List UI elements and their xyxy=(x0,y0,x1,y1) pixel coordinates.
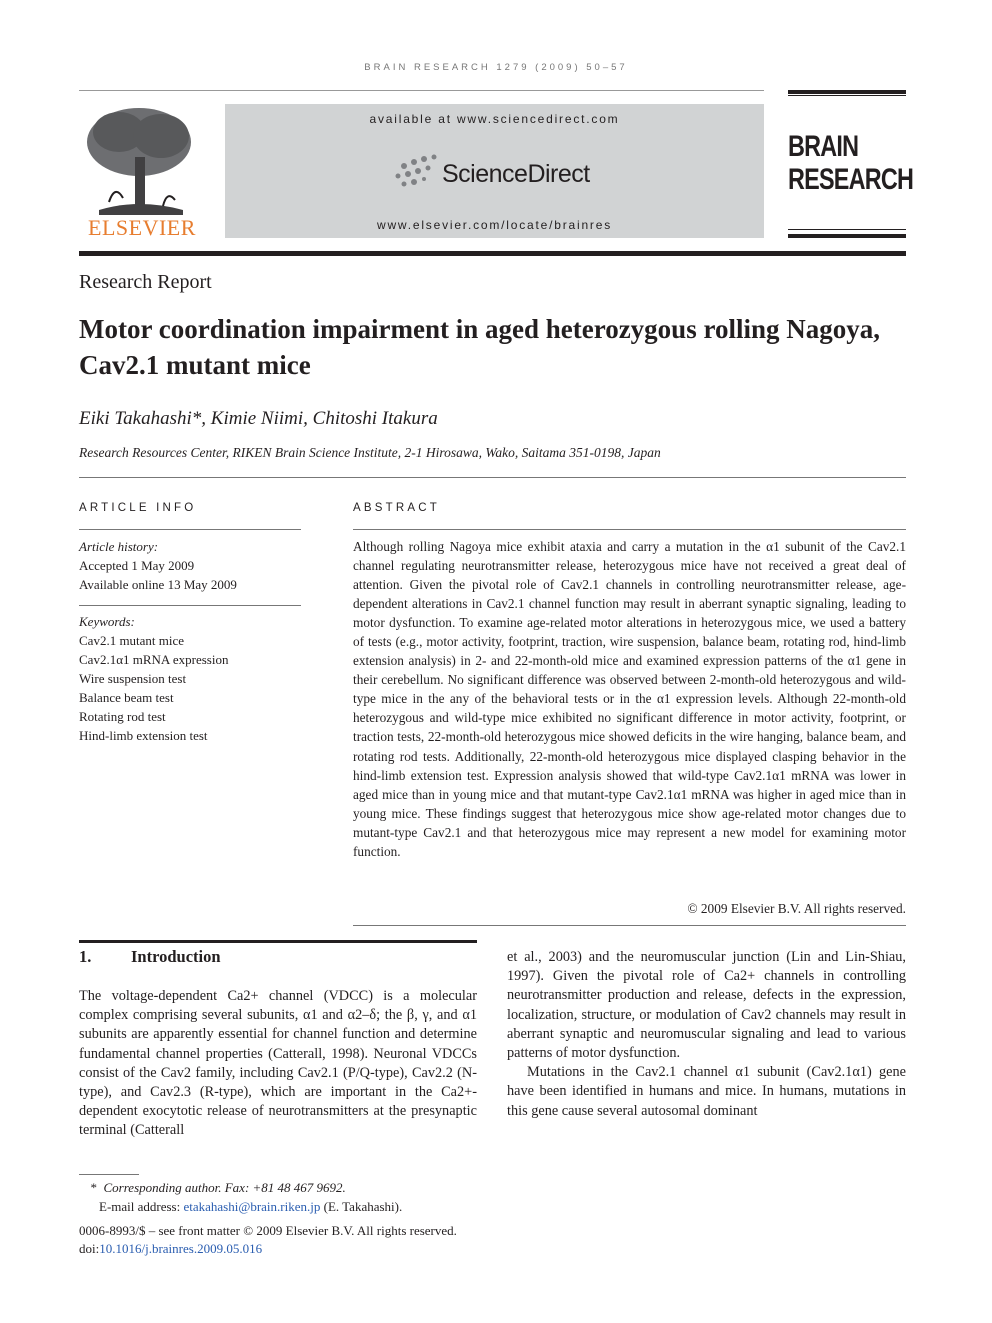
keyword: Hind-limb extension test xyxy=(79,728,208,743)
journal-title-line1: BRAIN xyxy=(788,130,859,163)
keywords xyxy=(79,612,301,745)
keyword: Cav2.1α1 mRNA expression xyxy=(79,652,229,667)
footnote xyxy=(79,1179,402,1216)
doi-link[interactable]: 10.1016/j.brainres.2009.05.016 xyxy=(99,1241,263,1256)
divider xyxy=(79,605,301,606)
journal-title-rule xyxy=(788,95,906,96)
email-link[interactable]: etakahashi@brain.riken.jp xyxy=(183,1198,321,1214)
article-info-label: ARTICLE INFO xyxy=(79,502,197,514)
abstract-copyright: © 2009 Elsevier B.V. All rights reserved. xyxy=(687,901,906,916)
available-at-text[interactable]: available at www.sciencedirect.com xyxy=(369,112,620,126)
history-label: Article history: xyxy=(79,539,159,554)
keywords-label: Keywords: xyxy=(79,614,135,629)
journal-title xyxy=(788,130,914,196)
front-matter-line: 0006-8993/$ – see front matter © 2009 Elsevier B.V. All rights reserved. xyxy=(79,1223,457,1238)
section-rule xyxy=(79,940,477,943)
intro-paragraph: et al., 2003) and the neuromuscular junction (Lin and Lin-Shiau, 1997). Given the pivotal role of Ca2+ channels in controlling neurotransmitter production and release, defects in the expression, localization, structure, or modulation of Cav2 channels may result in aberrant synaptic and neuromuscular signaling and lead to various patterns of motor dysfunction. xyxy=(507,949,906,1062)
journal-reference: BRAIN RESEARCH 1279 (2009) 50–57 xyxy=(364,62,628,73)
affiliation: Research Resources Center, RIKEN Brain Science Institute, 2-1 Hirosawa, Wako, Saitama 351-0198, Japan xyxy=(79,445,661,460)
abstract-label: ABSTRACT xyxy=(353,502,440,514)
intro-right-column xyxy=(507,948,906,1121)
journal-title-rule xyxy=(788,90,906,94)
online-date: Available online 13 May 2009 xyxy=(79,577,237,592)
authors: Eiki Takahashi*, Kimie Niimi, Chitoshi Itakura xyxy=(79,408,438,429)
doi-line: doi:10.1016/j.brainres.2009.05.016 xyxy=(79,1241,263,1256)
footnote-rule xyxy=(79,1174,139,1175)
journal-url[interactable]: www.elsevier.com/locate/brainres xyxy=(376,218,612,232)
divider xyxy=(353,925,906,926)
intro-heading xyxy=(79,947,221,967)
front-matter xyxy=(79,1222,457,1258)
keyword: Balance beam test xyxy=(79,690,174,705)
publisher-name: ELSEVIER xyxy=(88,215,196,240)
email-line: E-mail address: etakahashi@brain.riken.jp (E. Takahashi). xyxy=(99,1198,403,1214)
keyword: Rotating rod test xyxy=(79,709,166,724)
divider xyxy=(79,477,906,478)
divider xyxy=(353,529,906,530)
header-rule xyxy=(79,251,906,256)
section-number: 1. xyxy=(79,947,92,966)
intro-paragraph: Mutations in the Cav2.1 channel α1 subunit (Cav2.1α1) gene have been identified in humans and mice. In humans, mutations in this gene cause several autosomal dominant xyxy=(507,1064,906,1119)
article-title: Motor coordination impairment in aged heterozygous rolling Nagoya, Cav2.1 mutant mice xyxy=(79,314,880,380)
abstract-text: Although rolling Nagoya mice exhibit ataxia and carry a mutation in the α1 subunit of the Cav2.1 channel regulating neurotransmitter release, heterozygous mice have not received a great deal of attention. Given the pivotal role of Cav2.1 channels in controlling neurotransmitter release, age-dependent alterations in Cav2.1 channel function may result in aberrant synaptic signaling, leading to motor dysfunction. To examine age-related motor alterations in heterozygous mice, we used a battery of tests (e.g., motor activity, footprint, traction, wire suspension, balance beam, rotating rod, hind-limb extension analysis) in 2- and 22-month-old mice and examined expression patterns of the α1 gene in their cerebellum. No significant difference was observed between 2-month-old heterozygous and wild-type mice in the any of the behavioral tests or in the α1 expression levels. Although 22-month-old heterozygous and wild-type mice exhibited no significant difference in motor activity, footprint, or traction tests, 22-month-old heterozygous mice showed deficits in the wire hanging, balance beam, and rotating rod tests. Additionally, 22-month-old heterozygous mice displayed clasping behavior in the hind-limb extension test. Expression analysis showed that wild-type Cav2.1α1 mRNA was lower in aged mice than in young mice and that mutant-type Cav2.1α1 mRNA was higher in aged mice than in young mice. These findings suggest that heterozygous mice show age-related motor changes due to mutant-type Cav2.1 and that heterozygous mice may represent a new model for examining motor function. xyxy=(353,539,906,859)
keyword: Cav2.1 mutant mice xyxy=(79,633,185,648)
corresponding-author-note: * Corresponding author. Fax: +81 48 467 9692. xyxy=(90,1180,346,1195)
journal-title-line2: RESEARCH xyxy=(788,163,914,196)
section-type: Research Report xyxy=(79,271,212,293)
journal-title-rule xyxy=(788,229,906,230)
journal-title-rule xyxy=(788,234,906,238)
divider xyxy=(79,529,301,530)
intro-left-column: The voltage-dependent Ca2+ channel (VDCC) is a molecular complex comprising several subunits, α1 and α2–δ; the β, γ, and α1 subunits are apparently essential for channel function and determine fundamental channel properties (Catterall, 1998). Neuronal VDCCs consist of the Cav2 family, including Cav2.1 (P/Q-type), Cav2.2 (N-type), and Cav2.3 (R-type), which are important in the Ca2+-dependent exocytotic release of neurotransmitters at the presynaptic terminal (Catterall xyxy=(79,988,477,1139)
section-title: Introduction xyxy=(131,947,221,966)
keyword: Wire suspension test xyxy=(79,671,187,686)
accepted-date: Accepted 1 May 2009 xyxy=(79,558,195,573)
article-history xyxy=(79,537,301,594)
sciencedirect-name: ScienceDirect xyxy=(442,160,590,188)
top-rule xyxy=(79,90,764,91)
